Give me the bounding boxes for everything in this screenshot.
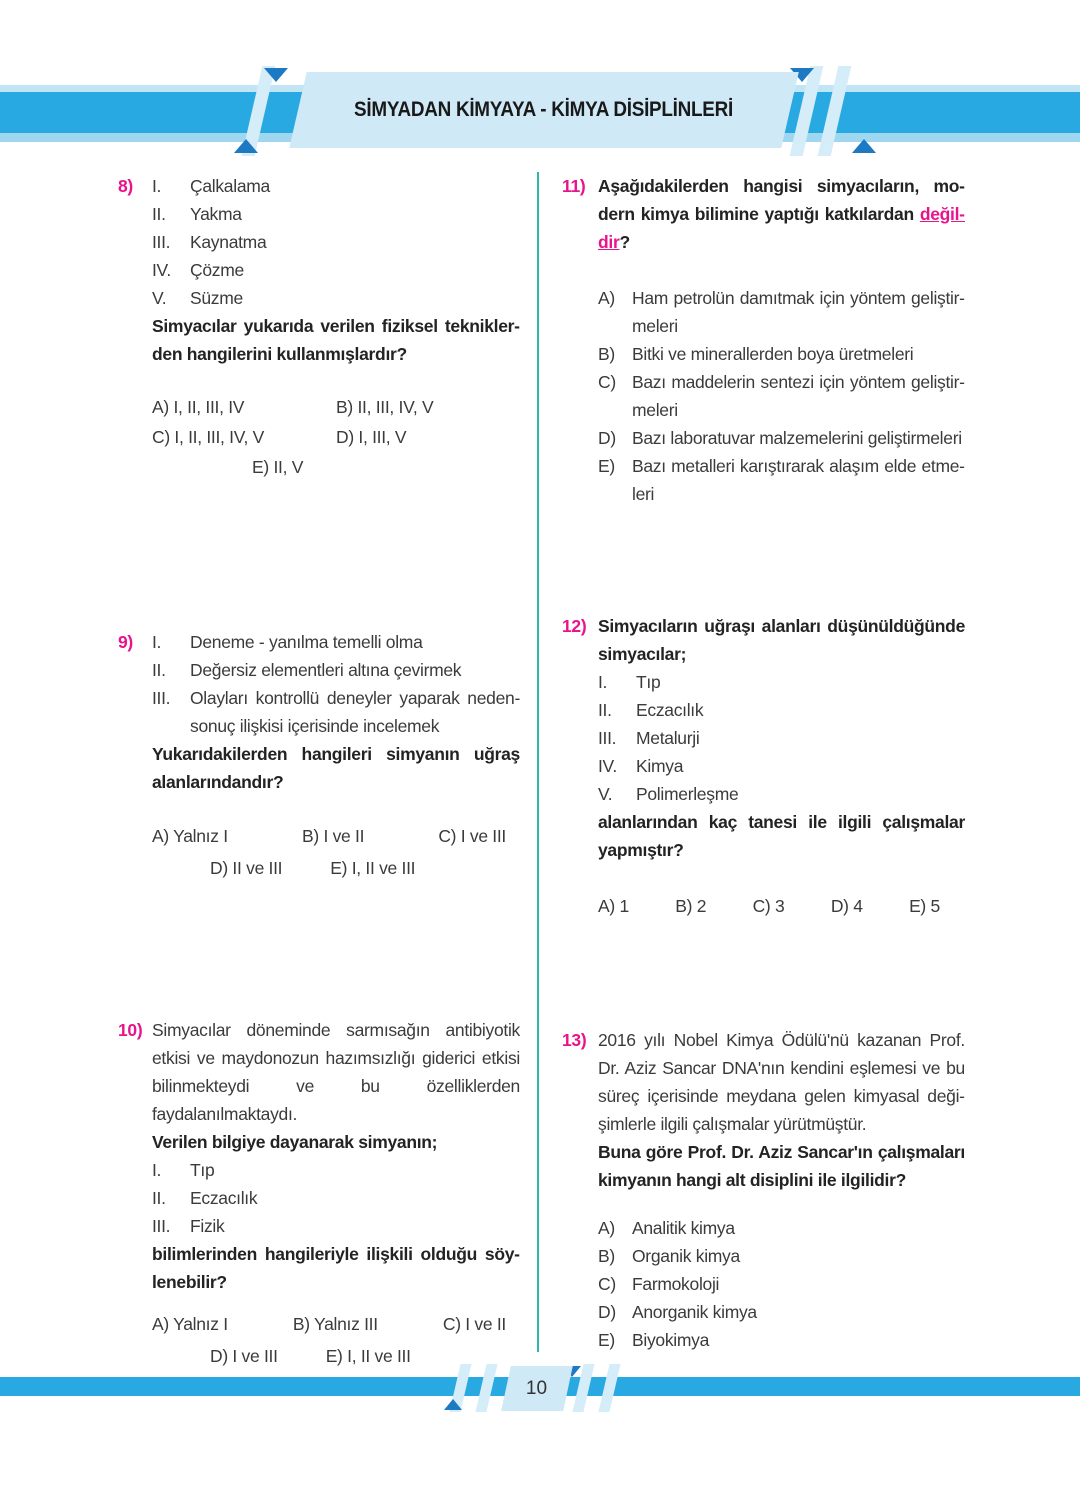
question-number: 10) [118,1020,143,1040]
roman-numeral: III. [152,1216,171,1236]
option-letter: D) [598,1302,616,1322]
option-d: D) II ve III [210,858,283,878]
question-13 [562,1026,965,1354]
option-c [598,1270,965,1298]
option-text: Farmokoloji [632,1274,720,1294]
roman-text: Tıp [636,672,661,692]
option-d: D) I, III, V [336,427,407,447]
question-stem: alanlarından kaç tanesi ile ilgili çalışmalar yapmıştır? [598,812,965,860]
question-12 [562,612,965,920]
roman-item [598,668,965,696]
option-text: Organik kimya [632,1246,740,1266]
option-c [598,368,965,424]
answer-options-row [210,1342,520,1370]
option-b [598,340,965,368]
option-b: B) Yalnız III [292,1314,378,1334]
option-b: B) II, III, IV, V [336,397,434,417]
option-c: C) 3 [752,896,785,916]
roman-item [598,696,965,724]
stem-text: Aşağıdakilerden hangisi simyacıların, modern kimya bilimine yaptığı katkılardan [598,176,965,224]
option-e [598,1326,965,1354]
roman-text: Fizik [190,1216,225,1236]
roman-numeral: II. [152,660,166,680]
roman-numeral: III. [598,728,617,748]
question-stem: Buna göre Prof. Dr. Aziz Sancar'ın çalışmaları kimyanın hangi alt disiplini ile ilgilidir? [598,1142,965,1190]
roman-text: Çalkalama [190,176,270,196]
option-letter: A) [598,288,615,308]
roman-text: Yakma [190,204,242,224]
option-text: Bitki ve minerallerden boya üretmeleri [632,344,914,364]
page-title-plate [289,72,799,148]
question-10 [118,1016,520,1370]
answer-options-row [152,1310,520,1338]
roman-text: Değersiz elementleri altına çevirmek [190,660,462,680]
roman-numeral: III. [152,232,171,252]
page-number: 10 [526,1377,548,1399]
option-d: D) 4 [830,896,863,916]
option-b: B) 2 [675,896,707,916]
question-intro: Simyacılar döneminde sarmısağın antibiyotik etkisi ve maydonozun hazımsızlığı giderici etkisi bilinmekteydi ve bu özelliklerden faydalanılmaktaydı. [152,1020,520,1124]
question-stem: Yukarıdakilerden hangileri simyanın uğraş alanlarındandır? [152,744,520,792]
roman-numeral: I. [152,176,162,196]
option-b [598,1242,965,1270]
roman-text: Süzme [190,288,243,308]
roman-item [152,656,520,684]
roman-item [152,200,520,228]
roman-text: Metalurji [636,728,700,748]
option-letter: D) [598,428,616,448]
option-e: E) I, II ve III [330,858,416,878]
question-number: 9) [118,632,133,652]
roman-text: Çözme [190,260,244,280]
option-a: A) I, II, III, IV [152,397,245,417]
option-d [598,1298,965,1326]
roman-numeral: II. [152,1188,166,1208]
option-text: Ham petrolün damıtmak için yöntem geliştirmeleri [632,288,965,336]
roman-item [598,752,965,780]
roman-text: Deneme - yanılma temelli olma [190,632,423,652]
roman-numeral: I. [152,1160,162,1180]
option-letter: E) [598,456,615,476]
roman-numeral: IV. [152,260,171,280]
roman-item [152,628,520,656]
roman-numeral: I. [152,632,162,652]
option-c: C) I, II, III, IV, V [152,427,264,447]
roman-item [152,284,520,312]
option-text: Bazı metalleri karıştırarak alaşım elde etmeleri [632,456,965,504]
roman-numeral: V. [598,784,613,804]
question-lead: Verilen bilgiye dayanarak simyanın; [152,1132,438,1152]
option-d: D) I ve III [210,1346,278,1366]
roman-numeral: II. [598,700,612,720]
option-a: A) Yalnız I [152,1314,228,1334]
question-stem [598,172,965,256]
option-letter: A) [598,1218,615,1238]
question-stem: Simyacılar yukarıda verilen fiziksel tekniklerden hangilerini kullanmışlardır? [152,316,520,364]
option-a [598,1214,965,1242]
roman-item [598,780,965,808]
roman-item [152,1184,520,1212]
option-d [598,424,965,452]
roman-numeral: V. [152,288,167,308]
question-stem: bilimlerinden hangileriyle ilişkili olduğu söylenebilir? [152,1244,520,1292]
column-divider [537,172,539,1352]
option-letter: B) [598,344,615,364]
option-text: Analitik kimya [632,1218,735,1238]
option-letter: C) [598,372,616,392]
roman-item [152,684,520,740]
roman-text: Eczacılık [190,1188,258,1208]
answer-options [598,284,965,508]
question-9 [118,628,520,882]
answer-options-row [598,892,940,920]
option-c: C) I ve II [442,1314,506,1334]
roman-text: Eczacılık [636,700,704,720]
answer-options-row [152,822,520,850]
option-e: E) 5 [909,896,940,916]
stem-highlight: değildir [598,204,965,252]
answer-options-row [210,854,520,882]
question-lead: Simyacıların uğraşı alanları düşünüldüğünde simyacılar; [598,616,965,664]
roman-numeral: III. [152,688,171,708]
option-b: B) I ve II [301,826,365,846]
option-c: C) I ve III [438,826,506,846]
question-intro: 2016 yılı Nobel Kimya Ödülü'nü kazanan Prof. Dr. Aziz Sancar DNA'nın kendini eşlemesi ve bu süreç içerisinde meydana gelen kimyasal değişimlerle ilgili çalışmalar yürütmüştür. [598,1030,965,1134]
roman-text: Kaynatma [190,232,267,252]
question-number: 11) [562,176,586,196]
option-letter: C) [598,1274,616,1294]
roman-item [598,724,965,752]
question-8 [118,172,520,482]
roman-numeral: IV. [598,756,617,776]
option-text: Biyokimya [632,1330,710,1350]
option-text: Anorganik kimya [632,1302,757,1322]
roman-item [152,228,520,256]
answer-options [152,392,520,452]
option-letter: B) [598,1246,615,1266]
option-text: Bazı maddelerin sentezi için yöntem geliştirmeleri [632,372,965,420]
option-e [598,452,965,508]
page-number-badge [501,1366,573,1411]
roman-text: Tıp [190,1160,215,1180]
stem-text: ? [619,232,630,252]
option-a [598,284,965,340]
question-11 [562,172,965,508]
roman-text: Olayları kontrollü deneyler yaparak neden-sonuç ilişkisi içerisinde incelemek [190,688,520,736]
option-letter: E) [598,1330,615,1350]
question-number: 8) [118,176,133,196]
option-text: Bazı laboratuvar malzemelerini geliştirmeleri [632,428,962,448]
roman-text: Kimya [636,756,684,776]
question-number: 12) [562,616,587,636]
option-a: A) Yalnız I [152,826,228,846]
roman-item [152,1212,520,1240]
roman-item [152,1156,520,1184]
roman-item [152,172,520,200]
roman-item [152,256,520,284]
option-a: A) 1 [598,896,629,916]
question-number: 13) [562,1030,587,1050]
roman-numeral: I. [598,672,608,692]
roman-numeral: II. [152,204,166,224]
answer-options [598,1214,965,1354]
page-title: SİMYADAN KİMYAYA - KİMYA DİSİPLİNLERİ [354,98,734,121]
roman-text: Polimerleşme [636,784,739,804]
option-e: E) II, V [252,457,304,477]
option-e: E) I, II ve III [325,1346,411,1366]
